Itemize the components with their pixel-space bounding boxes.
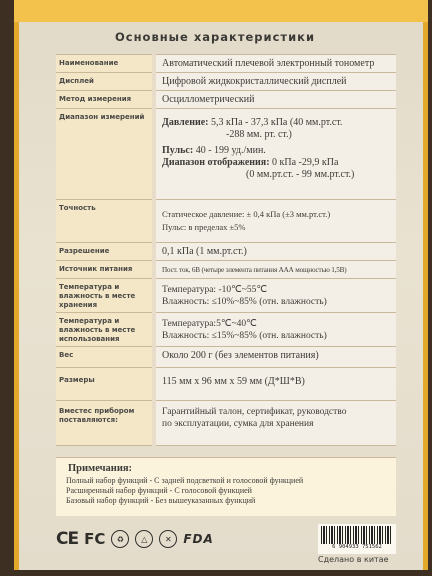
row-label: Источник питания xyxy=(56,261,154,279)
row-value-line: Пульс: в пределах ±5% xyxy=(162,222,246,232)
row-label: Точность xyxy=(56,200,154,243)
row-value xyxy=(154,313,396,347)
row-label: Температура и влажность в месте использования xyxy=(56,313,154,347)
row-value-line: Температура:5℃~40℃ xyxy=(162,319,257,329)
display-range-label: Диапазон отображения: xyxy=(162,157,270,168)
notes-item: Полный набор функций - С задней подсветкой и голосовой функцией xyxy=(66,476,304,485)
row-value: 0,1 кПа (1 мм.рт.ст.) xyxy=(154,243,396,261)
pulse-value: 40 - 199 уд./мин. xyxy=(195,145,266,156)
fc-mark-icon: FC xyxy=(84,530,106,548)
made-in-label: Сделано в китае xyxy=(318,555,389,564)
table-row xyxy=(56,243,396,261)
row-label: Вес xyxy=(56,347,154,368)
ce-mark-icon: CE xyxy=(56,529,79,549)
pressure-label: Давление: xyxy=(162,117,209,128)
display-range-value-cont: (0 мм.рт.ст. - 99 мм.рт.ст.) xyxy=(246,169,355,180)
row-value: Около 200 г (без элементов питания) xyxy=(154,347,396,368)
fda-mark-icon: FDA xyxy=(183,532,214,546)
table-row xyxy=(56,279,396,313)
row-value-line: Гарантийный талон, сертификат, руководство xyxy=(162,407,347,417)
pressure-value: 5,3 кПа - 37,3 кПа (40 мм.рт.ст. xyxy=(211,117,343,128)
row-value: Осциллометрический xyxy=(154,91,396,109)
top-accent-band xyxy=(14,0,428,22)
table-row xyxy=(56,313,396,347)
display-range-value: 0 кПа -29,9 кПа xyxy=(272,157,339,168)
row-label: Разрешение xyxy=(56,243,154,261)
row-label: Диапазон измерений xyxy=(56,109,154,200)
row-label: Метод измерения xyxy=(56,91,154,109)
row-value-line: Температура: -10℃~55℃ xyxy=(162,285,268,295)
row-value-line: Влажность: ≤15%~85% (отн. влажность) xyxy=(162,331,327,341)
spec-table xyxy=(56,54,396,446)
table-row xyxy=(56,347,396,368)
row-label: Температура и влажность в месте хранения xyxy=(56,279,154,313)
pressure-value-cont: -288 мм. рт. ст.) xyxy=(226,129,292,140)
barcode-icon xyxy=(321,526,393,544)
crossed-bin-icon: ✕ xyxy=(159,530,177,548)
row-value: Автоматический плечевой электронный тонометр xyxy=(154,55,396,73)
table-row xyxy=(56,109,396,200)
triangle-mark-icon: △ xyxy=(135,530,153,548)
row-label: Дисплей xyxy=(56,73,154,91)
page-title: Основные характеристики xyxy=(115,30,315,44)
table-row xyxy=(56,200,396,243)
row-value xyxy=(154,401,396,446)
notes-section xyxy=(56,457,396,516)
measurement-range-cell xyxy=(154,109,396,200)
pulse-label: Пульс: xyxy=(162,145,194,156)
row-value-line: Влажность: ≤10%~85% (отн. влажность) xyxy=(162,297,327,307)
row-label: Вместес прибором поставляются: xyxy=(56,401,154,446)
table-row xyxy=(56,368,396,401)
table-row xyxy=(56,91,396,109)
table-row xyxy=(56,401,396,446)
certification-marks xyxy=(56,526,276,552)
row-label: Размеры xyxy=(56,368,154,401)
row-value: Цифровой жидкокристаллический дисплей xyxy=(154,73,396,91)
row-value: 115 мм х 96 мм х 59 мм (Д*Ш*В) xyxy=(154,368,396,401)
recycle-icon: ♻ xyxy=(111,530,129,548)
row-value-line: по эксплуатации, сумка для хранения xyxy=(162,419,314,429)
notes-item: Расширенный набор функций - С голосовой функцией xyxy=(66,486,252,495)
row-value: Пост. ток, 6В (четыре элемента питания ААА мощностью 1,5В) xyxy=(154,261,396,279)
table-row xyxy=(56,55,396,73)
table-row xyxy=(56,73,396,91)
barcode xyxy=(318,524,396,554)
row-value xyxy=(154,200,396,243)
barcode-number: 6 904933 751562 xyxy=(332,544,382,550)
notes-title: Примечания: xyxy=(68,463,133,474)
row-value xyxy=(154,279,396,313)
notes-item: Базовый набор функций - Без вышеуказанных функций xyxy=(66,496,256,505)
row-value-line: Статическое давление: ± 0,4 кПа (±3 мм.рт.ст.) xyxy=(162,209,331,219)
row-label: Наименование xyxy=(56,55,154,73)
table-row xyxy=(56,261,396,279)
